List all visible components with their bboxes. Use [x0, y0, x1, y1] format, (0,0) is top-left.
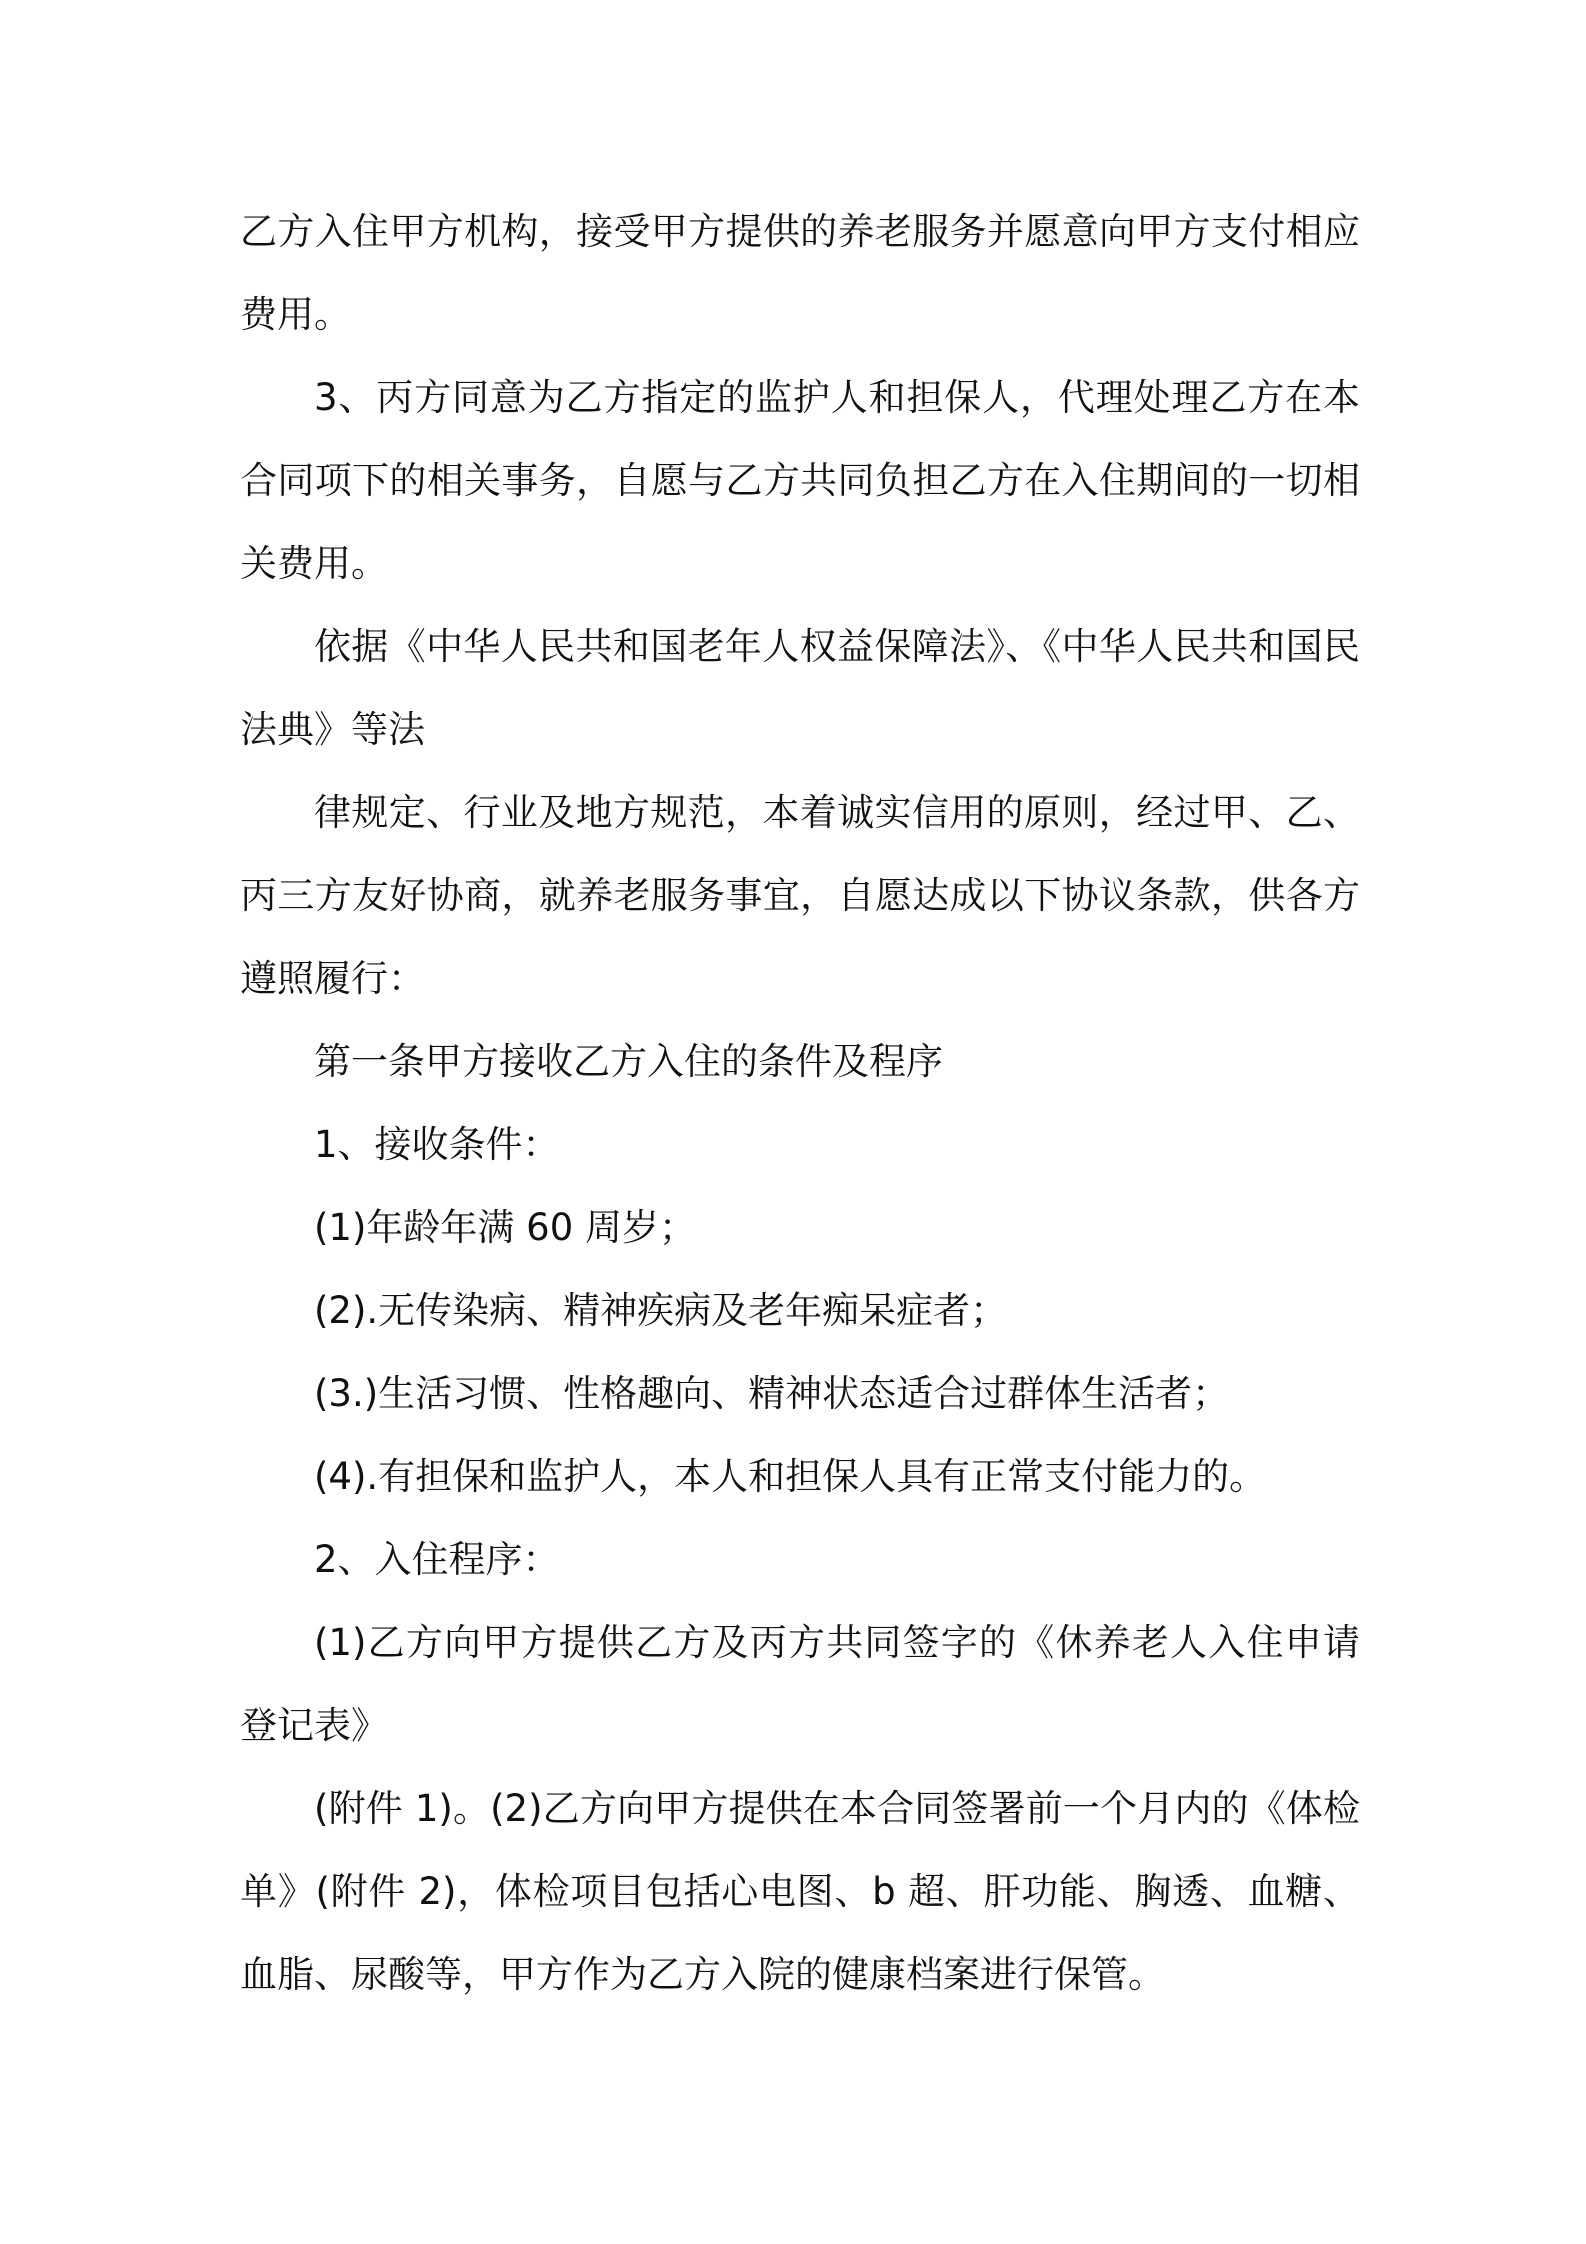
condition-item-3: (3.)生活习惯、性格趣向、精神状态适合过群体生活者； — [314, 1372, 1230, 1415]
document-body — [240, 190, 1360, 2016]
section-admission-conditions: 1、接收条件： — [314, 1123, 560, 1166]
section-admission-procedure: 2、入住程序： — [314, 1538, 560, 1581]
condition-item-2: (2).无传染病、精神疾病及老年痴呆症者； — [314, 1289, 1008, 1332]
condition-item-1: (1)年龄年满 60 周岁； — [314, 1206, 697, 1249]
article-1-heading: 第一条甲方接收乙方入住的条件及程序 — [314, 1040, 943, 1083]
paragraph-legal-basis: 依据《中华人民共和国老年人权益保障法》、《中华人民共和国民法典》等法 — [240, 625, 1360, 751]
procedure-item-1: (1)乙方向甲方提供乙方及丙方共同签字的《休养老人入住申请登记表》 — [240, 1621, 1360, 1747]
procedure-item-2: (附件 1)。(2)乙方向甲方提供在本合同签署前一个月内的《体检单》(附件 2)，体检项目包括心电图、b 超、肝功能、胸透、血糖、血脂、尿酸等，甲方作为乙方入院的健康档案进行保管。 — [240, 1787, 1360, 1996]
condition-item-4: (4).有担保和监护人，本人和担保人具有正常支付能力的。 — [314, 1455, 1267, 1498]
paragraph-clause-3: 3、丙方同意为乙方指定的监护人和担保人，代理处理乙方在本合同项下的相关事务，自愿与乙方共同负担乙方在入住期间的一切相关费用。 — [240, 376, 1360, 585]
paragraph-agreement: 律规定、行业及地方规范，本着诚实信用的原则，经过甲、乙、丙三方友好协商，就养老服务事宜，自愿达成以下协议条款，供各方遵照履行： — [240, 791, 1360, 1000]
paragraph-intro: 乙方入住甲方机构，接受甲方提供的养老服务并愿意向甲方支付相应费用。 — [240, 210, 1360, 336]
